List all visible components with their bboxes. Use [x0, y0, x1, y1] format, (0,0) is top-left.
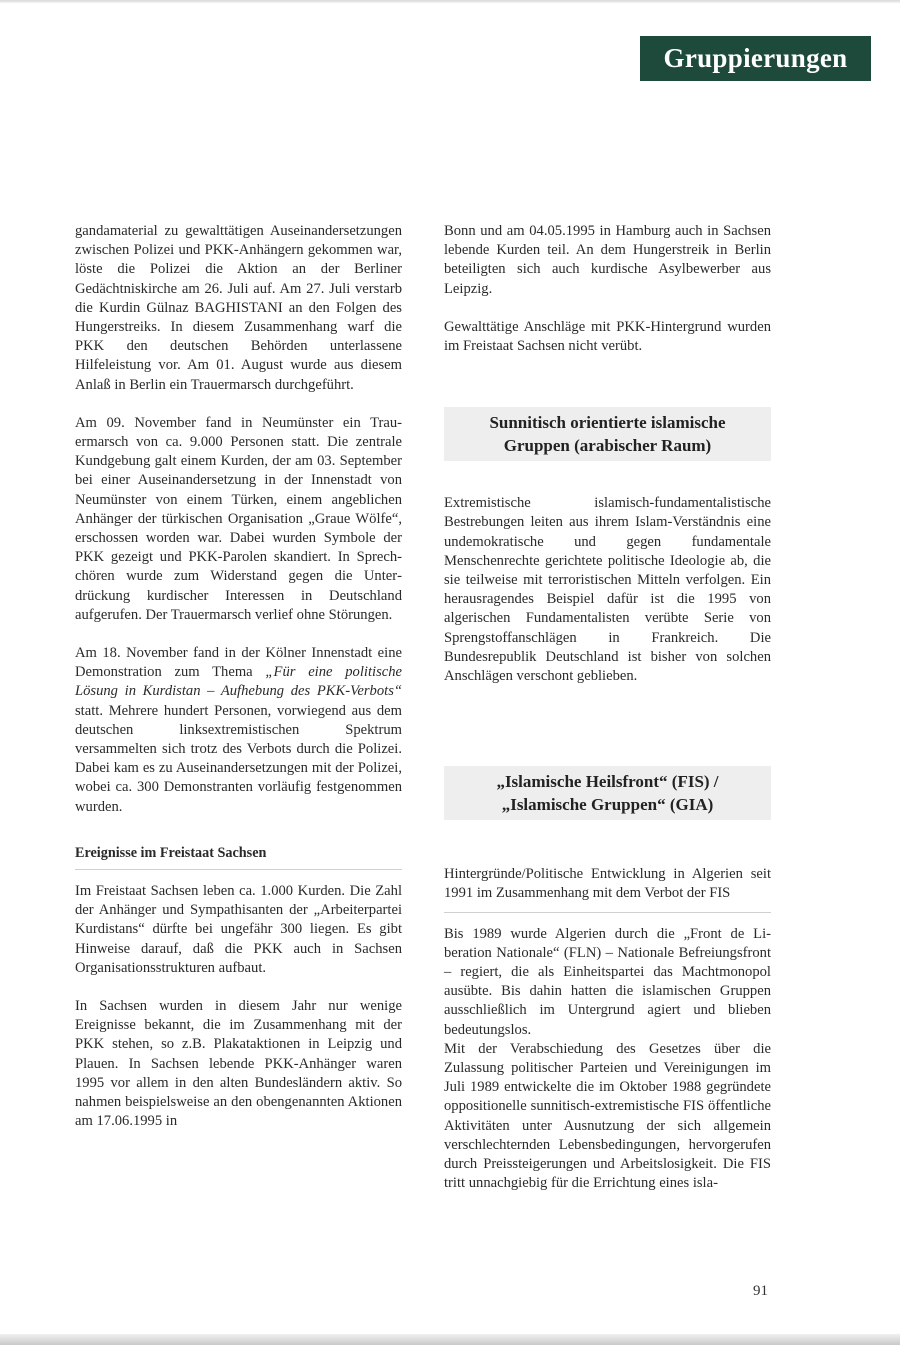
- text-run: Am 18. November fand in der Kölner Innenstadt eine Demonstration zum Thema: [75, 645, 402, 681]
- divider: [75, 869, 402, 870]
- paragraph: In Sachsen wurden in diesem Jahr nur wenige Ereignisse bekannt, die im Zusammenhang mit der PKK stehen, so z.B. Plakataktionen in Leipzig und Plauen. In Sachsen lebende PKK-Anhänger waren 1995 vor allem in den alten Bundesländern aktiv. So nahmen beispielsweise an den obengenannten Aktionen am 17.06.1995 in: [75, 997, 402, 1130]
- paragraph: [75, 644, 402, 817]
- heading-line: Gruppen (arabischer Raum): [503, 436, 712, 456]
- paragraph: Extremistische islamisch-fundamentalistische Bestrebungen leiten aus ihrem Islam-Verständnis eine undemokratische und gegen fundamentale Menschenrechte gerichtete politische Ideologie ab, die sie teilweise mit terroristischen Mitteln verfolgen. Ein herausragendes Beispiel dafür ist die 1995 von algerischen Fundamentalisten verübte Serie von Sprengstoffanschlägen in Frankreich. Die Bundesrepublik Deutschland ist bisher von solchen Anschlägen verschont geblieben.: [444, 495, 771, 685]
- paragraph: Mit der Verabschiedung des Gesetzes über die Zulassung politischer Parteien und Vereinigungen im Juli 1989 entwickelte die im Oktober 1988 gegründete oppositionelle sunnitisch-extremistische FIS öffentliche Aktivitäten unter Ausnutzung der sich allgemein verschlechternden Lebensbedingungen, hervorgerufen durch Preissteigerungen und Arbeitslosigkeit. Die FIS tritt unnachgiebig für die Errichtung eines isla-: [444, 1040, 771, 1192]
- bottom-edge: [0, 1334, 900, 1345]
- subheading: Ereignisse im Freistaat Sachsen: [75, 844, 267, 861]
- paragraph: Hintergründe/Politische Entwicklung in Algerien seit 1991 im Zusammenhang mit dem Verbot der FIS: [444, 866, 771, 902]
- paragraph: Am 09. November fand in Neumünster ein Trauermarsch von ca. 9.000 Personen statt. Die zentrale Kundgebung galt einem Kurden, der am 03. September bei einer Auseinandersetzung in der Innenstadt von Neumünster von einem Türken, einem angeblichen Anhänger der türkischen Organisation „Graue Wölfe“, erschossen worden war. Dabei wurden Symbole der PKK gezeigt und PKK-Parolen skandiert. In Sprechchören wurde zum Widerstand gegen die Unterdrückung kurdischer Interessen in Deutschland aufgerufen. Der Trauermarsch verlief ohne Störungen.: [75, 414, 402, 623]
- top-edge: [0, 0, 900, 3]
- heading-line: Sunnitisch orientierte islamische: [489, 413, 726, 433]
- paragraph: Bis 1989 wurde Algerien durch die „Front de Liberation Nationale“ (FLN) – Nationale Befreiungsfront – regiert, die als Einheitspartei das Machtmonopol ausübte. Bis dahin hatten die islamischen Gruppen ausschließlich im Untergrund agiert und blieben bedeutungslos.: [444, 925, 771, 1038]
- left-column: [75, 222, 402, 1131]
- paragraph: Im Freistaat Sachsen leben ca. 1.000 Kurden. Die Zahl der Anhänger und Sympathisanten der „Arbeiterpartei Kurdistans“ dürfte bei ungefähr 300 liegen. Es gibt Hinweise darauf, daß die PKK auch in Sachsen Organisationsstrukturen aufbaut.: [75, 882, 402, 976]
- italic-title: „Für eine politische Lösung in Kurdistan – Aufhebung des PKK-Verbots“: [75, 664, 403, 700]
- divider: [444, 912, 771, 913]
- heading-line: „Islamische Heilsfront“ (FIS) /: [496, 772, 719, 792]
- heading-line: „Islamische Gruppen“ (GIA): [501, 795, 714, 815]
- section-title-tab: Gruppierungen: [640, 36, 871, 81]
- page-number: 91: [753, 1283, 768, 1299]
- paragraph: Gewalttätige Anschläge mit PKK-Hintergrund wurden im Freistaat Sachsen nicht verübt.: [444, 318, 771, 355]
- right-column: [444, 222, 771, 1194]
- paragraph: Bonn und am 04.05.1995 in Hamburg auch in Sachsen lebende Kurden teil. An dem Hungerstreik in Berlin beteiligten sich auch kurdische Asylbewerber aus Leipzig.: [444, 223, 771, 297]
- section-heading-box: [444, 766, 771, 820]
- paragraph: gandamaterial zu gewalttätigen Auseinandersetzungen zwischen Polizei und PKK-Anhängern gekommen war, löste die Polizei die Aktion an der Berliner Gedächtniskirche am 26. Juli auf. Am 27. Juli verstarb die Kurdin Gülnaz BAGHISTANI an den Folgen des Hungerstreiks. In diesem Zusammenhang warf die PKK den deutschen Behörden unterlassene Hilfeleistung vor. Am 01. August wurde aus diesem Anlaß in Berlin ein Trauermarsch durchgeführt.: [75, 223, 402, 393]
- text-run: statt. Mehrere hundert Personen, vorwiegend aus dem deutschen linksextremistischen Spektrum versammelten sich trotz des Verbots durch die Polizei. Dabei kam es zu Auseinandersetzungen mit der Polizei, wobei ca. 300 Demonstranten vorläufig festgenommen wurden.: [75, 702, 402, 815]
- section-heading-box: [444, 407, 771, 461]
